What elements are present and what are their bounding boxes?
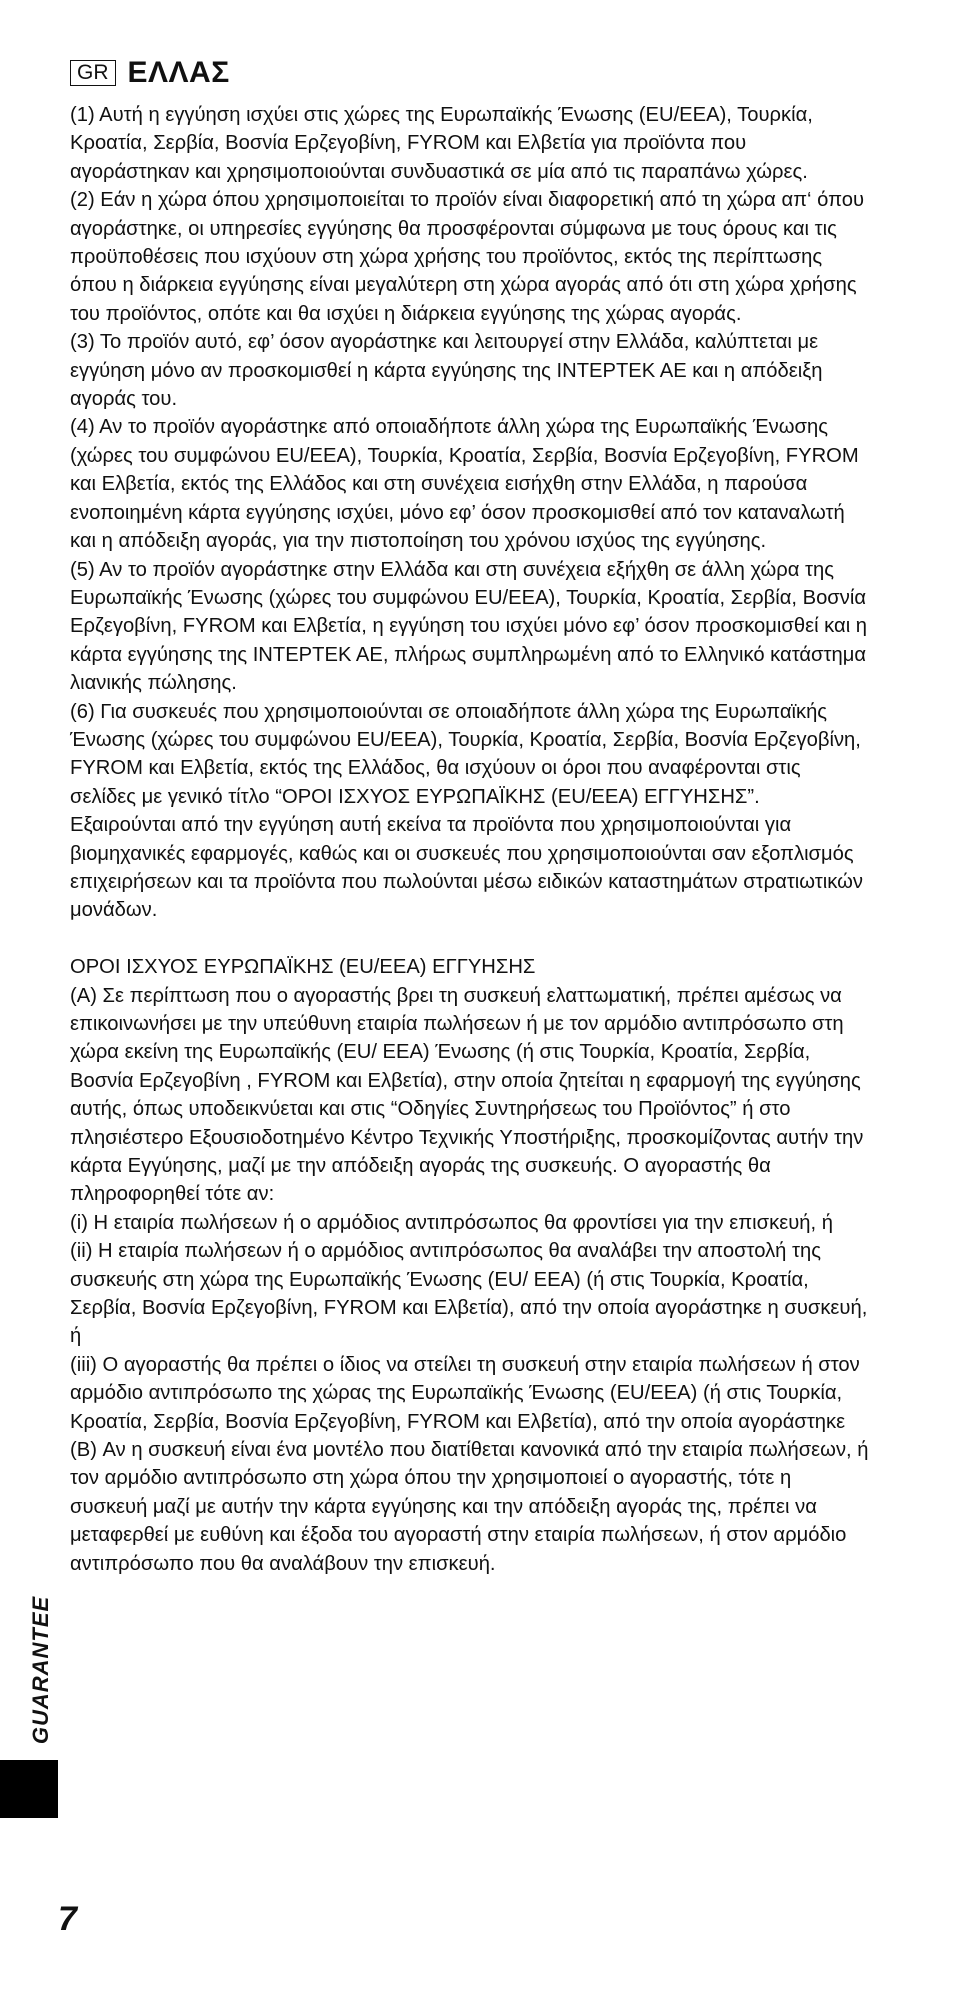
warranty-text (70, 101, 870, 1578)
guarantee-label-text: GUARANTEE (28, 1595, 53, 1745)
paragraph-1: (1) Αυτή η εγγύηση ισχύει στις χώρες της Ευρωπαϊκής Ένωσης (EU/EEA), Τουρκία, Κροατία, Σερβία, Βοσνία Ερζεγοβίνη, FYROM και Ελβετία για προϊόντα που αγοράστηκαν και χρησιμοποιούνται συνδυαστικά σε μία από τις παραπάνω χώρες. (70, 104, 813, 183)
terms-paragraph-a: (A) Σε περίπτωση που ο αγοραστής βρει τη συσκευή ελαττωματική, πρέπει αμέσως να επικοινωνήσει με την υπεύθυνη εταιρία πωλήσεων ή με τον αρμόδιο αντιπρόσωπο στη χώρα εκείνη της Ευρωπαϊκής (EU/ EEA) Ένωσης (ή στις Τουρκία, Κροατία, Σερβία, Βοσνία Ερζεγοβίνη , FYROM και Ελβετία), στην οποία ζητείται η εφαρμογή της εγγύησης αυτής, όπως υποδεικνύεται και στις “Οδηγίες Συντηρήσεως του Προϊόντος” ή στο πλησιέστερο Εξουσιοδοτημένο Κέντρο Τεχνικής Υποστήριξης, προσκομίζοντας αυτήν την κάρτα Εγγύησης, μαζί με την απόδειξη αγοράς της συσκευής. Ο αγοραστής θα πληροφορηθεί τότε αν: (70, 984, 864, 1206)
terms-item-iii: (iii) Ο αγοραστής θα πρέπει ο ίδιος να στείλει τη συσκευή στην εταιρία πωλήσεων ή στον αρμόδιο αντιπρόσωπο της χώρας της Ευρωπαϊκής Ένωσης (EU/EEA) (ή στις Τουρκία, Κροατία, Σερβία, Βοσνία Ερζεγοβίνη, FYROM και Ελβετία), από την οποία αγοράστηκε (70, 1353, 860, 1433)
terms-item-i: (i) Η εταιρία πωλήσεων ή ο αρμόδιος αντιπρόσωπος θα φροντίσει για την επισκευή, ή (70, 1211, 833, 1234)
terms-item-ii: (ii) Η εταιρία πωλήσεων ή ο αρμόδιος αντιπρόσωπος θα αναλάβει την αποστολή της συσκευής στη χώρα της Ευρωπαϊκής Ένωσης (EU/ EEA) (ή στις Τουρκία, Κροατία, Σερβία, Βοσνία Ερζεγοβίνη, FYROM και Ελβετία), από την οποία αγοράστηκε η συσκευή, ή (70, 1240, 868, 1348)
country-code-badge: GR (70, 60, 116, 86)
section-title: ΕΛΛΑΣ (127, 56, 230, 89)
section-header (70, 56, 230, 90)
terms-paragraph-b: (B) Αν η συσκευή είναι ένα μοντέλο που διατίθεται κανονικά από την εταιρία πωλήσεων, ή τον αρμόδιο αντιπρόσωπο στη χώρα όπου την χρησιμοποιεί ο αγοραστής, τότε η συσκευή μαζί με αυτήν την κάρτα εγγύησης και την απόδειξη αγοράς της, πρέπει να μεταφερθεί με ευθύνη και έξοδα του αγοραστή στην εταιρία πωλήσεων, ή στον αρμόδιο αντιπρόσωπο που θα αναλάβουν την επισκευή. (70, 1439, 869, 1575)
paragraph-5: (5) Αν το προϊόν αγοράστηκε στην Ελλάδα και στη συνέχεια εξήχθη σε άλλη χώρα της Ευρωπαϊκής Ένωσης (χώρες του συμφώνου EU/EEA), Τουρκία, Κροατία, Σερβία, Βοσνία Ερζεγοβίνη, FYROM και Ελβετία, η εγγύηση του ισχύει μόνο εφ’ όσον προσκομισθεί και η κάρτα εγγύησης της INTEPTEK AE, πλήρως συμπληρωμένη από το Ελληνικό κατάστημα λιανικής πώλησης. (70, 558, 868, 695)
paragraph-6: (6) Για συσκευές που χρησιμοποιούνται σε οποιαδήποτε άλλη χώρα της Ευρωπαϊκής Ένωσης (χώρες του συμφώνου EU/EEA), Τουρκία, Κροατία, Σερβία, Βοσνία Ερζεγοβίνη, FYROM και Ελβετία, εκτός της Ελλάδος, θα ισχύουν οι όροι που αναφέρονται στις σελίδες με γενικό τίτλο “ΟΡΟΙ ΙΣΧΥΟΣ ΕΥΡΩΠΑΪΚΗΣ (EU/EEA) ΕΓΓΥΗΣΗΣ”. Εξαιρούνται από την εγγύηση αυτή εκείνα τα προϊόντα που χρησιμοποιούνται για βιομηχανικές εφαρμογές, καθώς και οι συσκευές που χρησιμοποιούνται σαν εξοπλισμός επιχειρήσεων και τα προϊόντα που πωλούνται μέσω ειδικών καταστημάτων στρατιωτικών μονάδων. (70, 700, 863, 922)
side-tab-marker (0, 1760, 58, 1818)
terms-heading: ΟΡΟΙ ΙΣΧΥΟΣ ΕΥΡΩΠΑΪΚΗΣ (EU/EEA) ΕΓΓΥΗΣΗΣ (70, 956, 536, 979)
guarantee-side-label (20, 1595, 62, 1745)
paragraph-2: (2) Εάν η χώρα όπου χρησιμοποιείται το προϊόν είναι διαφορετική από τη χώρα απ‘ όπου αγοράστηκε, οι υπηρεσίες εγγύησης θα προσφέρονται σύμφωνα με τους όρους και τις προϋποθέσεις που ισχύουν στη χώρα χρήσης του προϊόντος, εκτός της περίπτωσης όπου η διάρκεια εγγύησης είναι μεγαλύτερη στη χώρα αγοράς από ότι στη χώρα χρήσης του προϊόντος, οπότε και θα ισχύει η διάρκεια εγγύησης της χώρας αγοράς. (70, 189, 864, 325)
paragraph-4: (4) Αν το προϊόν αγοράστηκε από οποιαδήποτε άλλη χώρα της Ευρωπαϊκής Ένωσης (χώρες του συμφώνου EU/EEA), Τουρκία, Κροατία, Σερβία, Βοσνία Ερζεγοβίνη, FYROM και Ελβετία, εκτός της Ελλάδος και στη συνέχεια εισήχθη στην Ελλάδα, η παρούσα ενοποιημένη κάρτα εγγύησης ισχύει, μόνο εφ’ όσον προσκομισθεί από τον καταναλωτή και η απόδειξη αγοράς, για την πιστοποίηση του χρόνου ισχύος της εγγύησης. (70, 416, 859, 553)
paragraph-gap (70, 925, 870, 953)
paragraph-3: (3) Το προϊόν αυτό, εφ’ όσον αγοράστηκε και λειτουργεί στην Ελλάδα, καλύπτεται με εγγύηση μόνο αν προσκομισθεί η κάρτα εγγύησης της INTEPTEK AE και η απόδειξη αγοράς του. (70, 331, 823, 411)
page-number: 7 (58, 1900, 77, 1938)
